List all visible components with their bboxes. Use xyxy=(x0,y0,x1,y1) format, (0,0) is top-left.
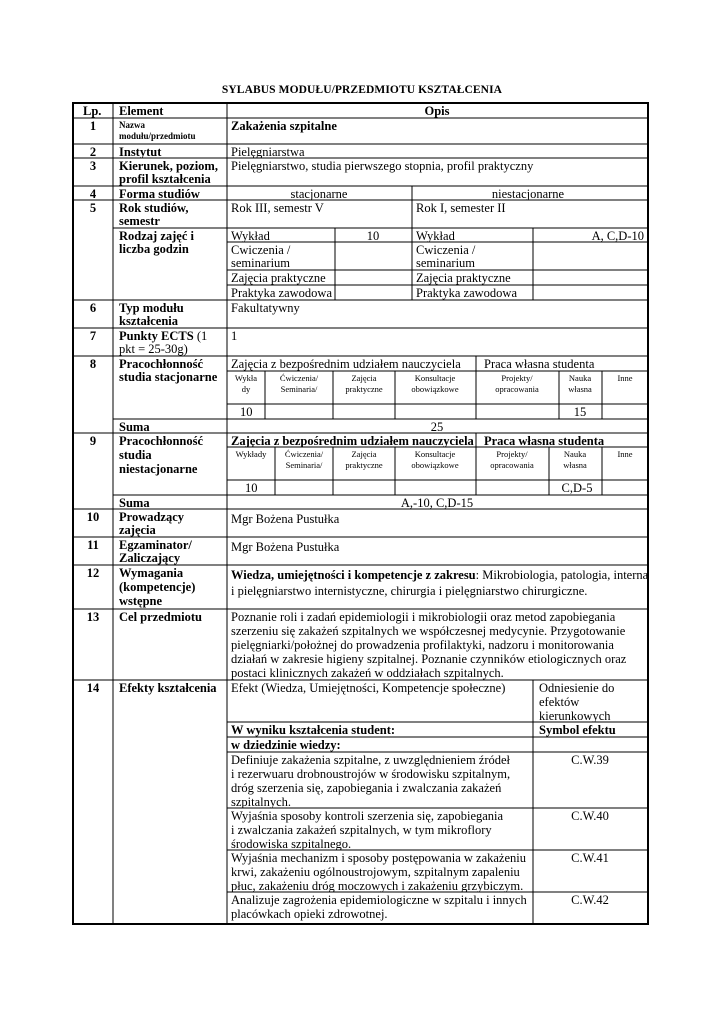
row3-label-line1: Kierunek, poziom, xyxy=(119,159,218,173)
niestac-cw-line2: seminarium xyxy=(416,256,476,270)
niestac-wyklad: Wykład xyxy=(416,229,455,243)
form-niestacjonarne: niestacjonarne xyxy=(491,187,565,201)
effect3-symbol: C.W.41 xyxy=(571,851,609,865)
stac-wyklad-hours: 10 xyxy=(366,229,380,243)
row5-number: 5 xyxy=(89,201,97,215)
row7-number: 7 xyxy=(89,329,97,343)
row3-label-line2: profil kształcenia xyxy=(119,172,211,186)
effect1-symbol: C.W.39 xyxy=(571,753,609,767)
header-element: Element xyxy=(119,104,164,118)
row9-label-line2: studia xyxy=(119,448,152,462)
row1-label-line2: modułu/przedmiotu xyxy=(119,131,196,141)
stac-cw-line1: Cwiczenia / xyxy=(231,243,291,257)
niestac-wyklad-hours: A, C,D-10 xyxy=(591,229,644,243)
row8-col-kons-l1: Konsultacje xyxy=(414,373,456,383)
header-opis: Opis xyxy=(424,104,450,118)
classes-label-line2: liczba godzin xyxy=(119,242,189,256)
ects-value: 1 xyxy=(231,329,238,343)
objective-line4: działań w zakresie higieny szpitalnej. Poznanie czynników etiologicznych oraz xyxy=(231,652,627,666)
row9-col-zaj-l1: Zajęcia xyxy=(351,449,377,459)
row8-col-nauka-l2: własna xyxy=(568,384,592,394)
effect1-line3: dróg szerzenia się, zapobiegania i zwalczania zakażeń xyxy=(231,781,502,795)
row9-col-nauka-l1: Nauka xyxy=(563,449,587,459)
row8-col-kons-l2: obowiązkowe xyxy=(411,384,459,394)
row9-val-wyklady: 10 xyxy=(245,481,258,495)
row8-col-zaj-l2: praktyczne xyxy=(345,384,383,394)
header-lp: Lp. xyxy=(83,104,102,118)
stac-cw-line2: seminarium xyxy=(231,256,291,270)
classes-label-line1: Rodzaj zajęć i xyxy=(119,229,194,243)
effect3-line1: Wyjaśnia mechanizm i sposoby postępowania w zakażeniu xyxy=(231,851,526,865)
row9-col-cw-l1: Ćwiczenia/ xyxy=(284,449,324,459)
stac-zajecia-praktyczne: Zajęcia praktyczne xyxy=(231,271,326,285)
row9-col-wyklady: Wykłady xyxy=(235,449,267,459)
row9-header-contact: Zajęcia z bezpośrednim udziałem nauczyciela xyxy=(231,434,474,448)
row11-label-line1: Egzaminator/ xyxy=(119,538,192,552)
objective-line2: szerzeniu się zakażeń szpitalnych we współczesnej medycynie. Przygotowanie xyxy=(231,624,626,638)
row9-suma-label: Suma xyxy=(119,496,150,510)
niestac-praktyka-zawodowa: Praktyka zawodowa xyxy=(416,286,518,300)
effects-header-right-l2: efektów xyxy=(539,695,580,709)
row4-label: Forma studiów xyxy=(119,187,200,201)
row6-label-line1: Typ modułu xyxy=(119,301,184,315)
effects-header-left: Efekt (Wiedza, Umiejętności, Kompetencje społeczne) xyxy=(231,681,506,695)
stac-wyklad: Wykład xyxy=(231,229,270,243)
module-name: Zakażenia szpitalne xyxy=(231,119,337,133)
row7-label-line2: pkt = 25-30g) xyxy=(119,342,188,356)
row11-number: 11 xyxy=(87,538,99,552)
effect1-line2: i rezerwuaru drobnoustrojów w środowisku szpitalnym, xyxy=(231,767,511,781)
row5-label-line2: semestr xyxy=(119,214,160,228)
examiner-value: Mgr Bożena Pustułka xyxy=(231,540,340,554)
instructor-value: Mgr Bożena Pustułka xyxy=(231,512,340,526)
objective-line5: postaci klinicznych zakażeń w oddziałach szpitalnych. xyxy=(231,666,504,680)
effect2-line2: i zwalczania zakażeń szpitalnych, w tym mikroflory xyxy=(231,823,492,837)
row9-suma-value: A,-10, C,D-15 xyxy=(400,496,474,510)
row9-col-kons-l1: Konsultacje xyxy=(414,449,456,459)
row8-col-cw-l2: Seminaria/ xyxy=(280,384,318,394)
row9-val-nauka: C,D-5 xyxy=(561,481,593,495)
effect2-line3: środowiska szpitalnego. xyxy=(231,837,352,851)
row8-header-own-work: Praca własna studenta xyxy=(484,357,595,371)
effects-sub-left: W wyniku kształcenia student: xyxy=(231,723,396,737)
row8-number: 8 xyxy=(89,357,97,371)
row9-col-nauka-l2: własna xyxy=(563,460,587,470)
effect1-line4: szpitalnych. xyxy=(231,795,292,809)
row1-number: 1 xyxy=(89,119,97,133)
prerequisites-line2: i pielęgniarstwo internistyczne, chirurgia i pielęgniarstwo chirurgiczne. xyxy=(231,584,588,598)
row8-suma-label: Suma xyxy=(119,420,150,434)
row8-suma-value: 25 xyxy=(430,420,444,434)
field-of-study-value: Pielęgniarstwo, studia pierwszego stopnia, profil praktyczny xyxy=(231,159,534,173)
row12-label-line2: (kompetencje) xyxy=(119,580,196,594)
row12-number: 12 xyxy=(86,566,100,580)
objective-line3: pielęgniarki/położnej do prowadzenia profilaktyki, nadzoru i monitorowania xyxy=(231,638,614,652)
effect1-line1: Definiuje zakażenia szpitalne, z uwzględnieniem źródeł xyxy=(231,753,511,767)
effects-header-right-l1: Odniesienie do xyxy=(539,681,615,695)
effect2-symbol: C.W.40 xyxy=(571,809,609,823)
year-stac: Rok III, semestr V xyxy=(231,201,324,215)
row8-col-proj-l2: opracowania xyxy=(495,384,539,394)
row10-label-line2: zajęcia xyxy=(119,523,156,537)
row8-val-nauka: 15 xyxy=(573,405,587,419)
row5-label-line1: Rok studiów, xyxy=(119,201,189,215)
row9-header-own-work: Praca własna studenta xyxy=(484,434,605,448)
row9-col-cw-l2: Seminaria/ xyxy=(285,460,323,470)
form-stacjonarne: stacjonarne xyxy=(290,187,348,201)
stac-praktyka-zawodowa: Praktyka zawodowa xyxy=(231,286,333,300)
row2-number: 2 xyxy=(89,145,97,159)
row8-col-proj-l1: Projekty/ xyxy=(501,373,533,383)
document-title: SYLABUS MODUŁU/PRZEDMIOTU KSZTAŁCENIA xyxy=(221,84,503,96)
row9-col-inne: Inne xyxy=(617,449,633,459)
row9-label-line3: niestacjonarne xyxy=(119,462,198,476)
niestac-zajecia-praktyczne: Zajęcia praktyczne xyxy=(416,271,511,285)
row9-label-line1: Pracochłonność xyxy=(119,434,204,448)
row10-label-line1: Prowadzący xyxy=(119,510,185,524)
row9-col-kons-l2: obowiązkowe xyxy=(411,460,459,470)
row10-number: 10 xyxy=(86,510,100,524)
effect3-line3: płuc, zakażeniu dróg moczowych i zakażeniu grzybiczym. xyxy=(231,879,524,893)
row9-number: 9 xyxy=(89,434,97,448)
row7-label-line1: Punkty ECTS (1 xyxy=(119,329,208,343)
row4-number: 4 xyxy=(89,187,97,201)
institute-value: Pielęgniarstwa xyxy=(231,145,305,159)
row6-number: 6 xyxy=(89,301,97,315)
row11-label-line2: Zaliczający xyxy=(119,551,181,565)
module-type-value: Fakultatywny xyxy=(231,301,300,315)
row8-col-cw-l1: Ćwiczenia/ xyxy=(279,373,319,383)
prerequisites-line1: Wiedza, umiejętności i kompetencje z zakresu: Mikrobiologia, patologia, interna xyxy=(231,568,649,582)
effects-sub-right: Symbol efektu xyxy=(539,723,616,737)
effect4-line1: Analizuje zagrożenia epidemiologiczne w szpitalu i innych xyxy=(231,893,527,907)
objective-line1: Poznanie roli i zadań epidemiologii i mikrobiologii oraz metod zapobiegania xyxy=(231,610,616,624)
row12-label-line3: wstępne xyxy=(119,594,163,608)
row9-col-proj-l2: opracowania xyxy=(490,460,534,470)
row14-number: 14 xyxy=(86,681,100,695)
row6-label-line2: kształcenia xyxy=(119,314,179,328)
year-niestac: Rok I, semester II xyxy=(416,201,506,215)
row8-val-wyklady: 10 xyxy=(240,405,253,419)
row9-col-proj-l1: Projekty/ xyxy=(496,449,528,459)
effect4-symbol: C.W.42 xyxy=(571,893,609,907)
row8-label-line2: studia stacjonarne xyxy=(119,370,218,384)
row2-label: Instytut xyxy=(119,145,162,159)
effect3-line2: krwi, zakażeniu ogólnoustrojowym, szpitalnym zapaleniu xyxy=(231,865,520,879)
row8-col-nauka-l1: Nauka xyxy=(568,373,592,383)
row1-label-line1: Nazwa xyxy=(119,120,145,130)
row8-label-line1: Pracochłonność xyxy=(119,357,204,371)
effect2-line1: Wyjaśnia sposoby kontroli szerzenia się, zapobiegania xyxy=(231,809,504,823)
row13-number: 13 xyxy=(86,610,100,624)
effects-header-right-l3: kierunkowych xyxy=(539,709,611,723)
row8-header-contact: Zajęcia z bezpośrednim udziałem nauczyciela xyxy=(231,357,461,371)
row14-label: Efekty kształcenia xyxy=(119,681,217,695)
niestac-cw-line1: Cwiczenia / xyxy=(416,243,476,257)
effects-domain: w dziedzinie wiedzy: xyxy=(231,738,341,752)
row13-label: Cel przedmiotu xyxy=(119,610,202,624)
row9-col-zaj-l2: praktyczne xyxy=(345,460,383,470)
row3-number: 3 xyxy=(89,159,97,173)
row12-label-line1: Wymagania xyxy=(119,566,184,580)
row8-col-wyklady-l1: Wykła xyxy=(234,373,258,383)
effect4-line2: placówkach opieki zdrowotnej. xyxy=(231,907,388,921)
row8-col-wyklady-l2: dy xyxy=(241,384,251,394)
row8-col-zaj-l1: Zajęcia xyxy=(351,373,377,383)
row8-col-inne: Inne xyxy=(617,373,633,383)
